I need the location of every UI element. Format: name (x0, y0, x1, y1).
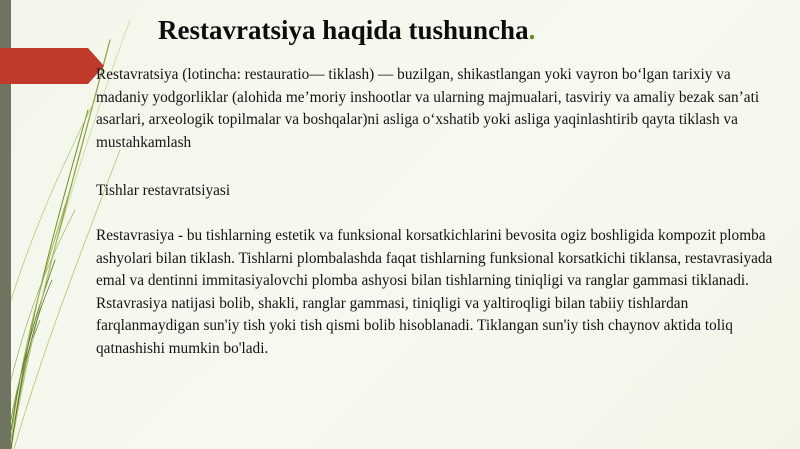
dental-restoration-paragraph: Restavrasiya - bu tishlarning estetik va funksional korsatkichlarini bevosita ogiz boshligida kompozit plomba ashyolari bilan tiklash. Tishlarni plombalashda faqat tishlarning funksional korsatkichi tiklansa, restavrasiyada emal va dentinni immitasiyalovchi plomba ashyosi bilan tishlarning tiniqligi va ranglar gammasi tiklanadi. Rstavrasiya natijasi bolib, shakli, ranglar gammasi, tiniqligi va yaltiroqligi bilan tabiiy tishlardan farqlanmaydigan sun'iy tish yoki tish qismi bolib hisoblanadi. Tiklangan sun'iy tish chaynov aktida toliq qatnashishi mumkin bo'ladi. (96, 227, 773, 357)
slide-title (158, 12, 535, 48)
section-heading: Tishlar restavratsiyasi (96, 182, 231, 199)
definition-paragraph: Restavratsiya (lotincha: restauratio— tiklash) — buzilgan, shikastlangan yoki vayron bo‘lgan tarixiy va madaniy yodgorliklar (alohida me’moriy inshootlar va ularning majmualari, tasviriy va amaliy bezak san’ati asarlari, arxeologik topilmalar va boshqalar)ni asliga o‘xshatib yoki asliga yaqinlashtirib qayta tiklash va mustahkamlash (96, 66, 760, 151)
title-text: Restavratsiya haqida tushuncha (158, 15, 529, 45)
title-period: . (528, 15, 536, 45)
red-arrow-tab-icon (0, 48, 104, 84)
